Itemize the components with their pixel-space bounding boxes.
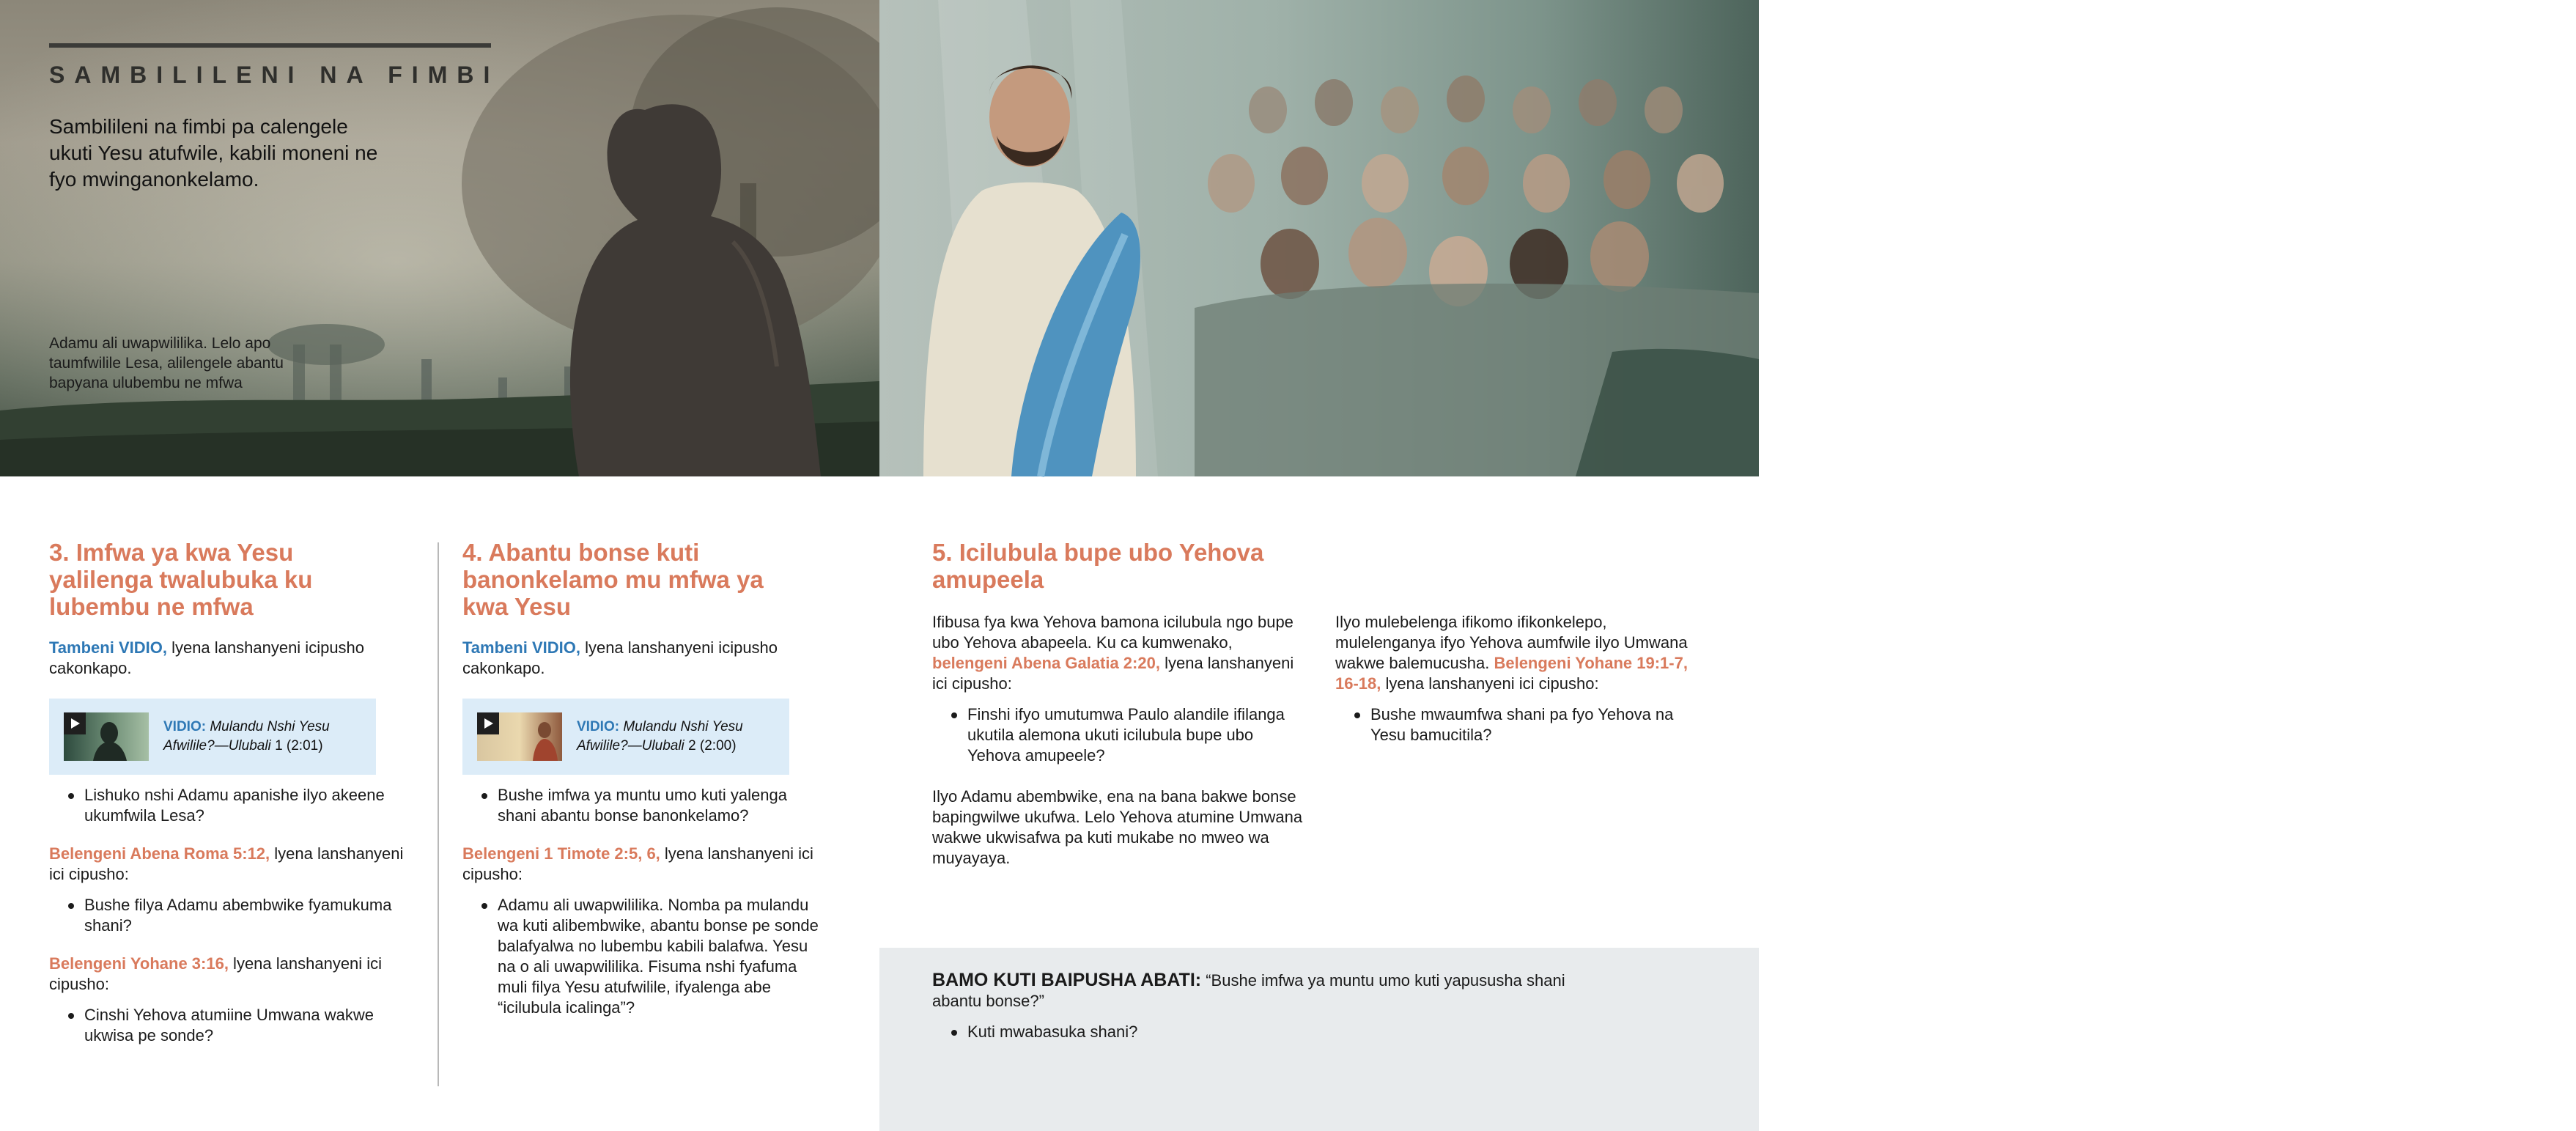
question-list [932, 1022, 1706, 1042]
section-5-right [1335, 612, 1702, 869]
video-link[interactable]: Tambeni VIDIO, [49, 638, 167, 657]
section-3-intro: Tambeni VIDIO, lyena lanshanyeni icipusho cakonkapo. [49, 638, 365, 677]
video-title[interactable]: VIDIO: Mulandu Nshi Yesu Afwilile?—Ulubali 2 (2:00) [577, 719, 743, 754]
question-list [932, 704, 1310, 766]
page-kicker: SAMBILILENI NA FIMBI [49, 62, 500, 88]
scripture-reference[interactable]: Belengeni 1 Timote 2:5, 6, [462, 844, 660, 863]
section-3 [49, 539, 416, 1046]
question-list [49, 1005, 416, 1046]
section-5-paragraph: Ilyo Adamu abembwike, ena na bana bakwe bonse bapingwilwe ukufwa. Lelo Yehova atumine Umwana wakwe ukwisafwa pa kuti mukabe no mweo wa muyayaya. [932, 787, 1303, 867]
hero-image-adam [0, 0, 879, 476]
video-link[interactable]: Tambeni VIDIO, [462, 638, 580, 657]
reading-instruction: Belengeni 1 Timote 2:5, 6, lyena lanshanyeni ici cipusho: [462, 844, 813, 883]
section-5-body [932, 612, 1731, 869]
question-item: Cinshi Yehova atumiine Umwana wakwe ukwisa pe sonde? [49, 1005, 416, 1046]
jesus-crowd-illustration [879, 0, 1759, 476]
section-4-intro: Tambeni VIDIO, lyena lanshanyeni icipusho cakonkapo. [462, 638, 778, 677]
section-5-paragraph: Ifibusa fya kwa Yehova bamona icilubula ngo bupe ubo Yehova abapeela. Ku ca kumwenako, belengeni Abena Galatia 2:20, lyena lanshanyeni ici cipusho: [932, 613, 1294, 693]
hero-image-jesus [879, 0, 2555, 476]
section-5-title: 5. Icilubula bupe ubo Yehova amupeela [932, 539, 1264, 593]
discussion-box [879, 948, 1759, 1131]
question-list [49, 785, 416, 826]
scripture-reference[interactable]: belengeni Abena Galatia 2:20, [932, 654, 1160, 672]
reading-instruction: Belengeni Abena Roma 5:12, lyena lanshanyeni ici cipusho: [49, 844, 404, 883]
question-item: Finshi ifyo umutumwa Paulo alandile ifilanga ukutila alemona ukuti icilubula bupe ubo Yehova amupeele? [932, 704, 1310, 766]
question-item: Kuti mwabasuka shani? [932, 1022, 1706, 1042]
question-list [462, 785, 829, 826]
hero-intro-text: Sambilileni na fimbi pa calengele ukuti Yesu atufwile, kabili moneni ne fyo mwinganonkelamo. [49, 115, 378, 191]
question-item: Bushe filya Adamu abembwike fyamukuma shani? [49, 895, 416, 936]
video-card-part-2[interactable] [462, 699, 789, 775]
image-caption-jesus: Yesu ali uwapwililika kabili aleumfwila Lesa. Ici cikalenga abantu bakabe abapwililika no kwisaikala umuyayaya [2349, 335, 2555, 411]
question-item: Adamu ali uwapwililika. Nomba pa mulandu wa kuti alibembwike, abantu bonse pe sonde balafyalwa no lubembu kabili balafwa. Yesu na o ali uwapwililika. Fisuma nshi fyafuma muli filya Yesu atufwilile, ifyalenga abe “icilubula icalinga”? [462, 895, 829, 1018]
question-list [1335, 704, 1702, 745]
section-4-title: 4. Abantu bonse kuti banonkelamo mu mfwa ya kwa Yesu [462, 539, 764, 620]
video-card-part-1[interactable] [49, 699, 376, 775]
video-thumbnail[interactable] [64, 712, 149, 761]
video-title[interactable]: VIDIO: Mulandu Nshi Yesu Afwilile?—Ulubali 1 (2:01) [163, 719, 330, 754]
header-rule [49, 43, 491, 48]
video-thumbnail[interactable] [477, 712, 562, 761]
section-5-paragraph: Ilyo mulebelenga ifikomo ifikonkelepo, mulelenganya ifyo Yehova aumfwile ilyo Umwana wakwe balemucusha. Belengeni Yohane 19:1-7, 16-18, lyena lanshanyeni ici cipusho: [1335, 613, 1688, 693]
question-item: Bushe mwaumfwa shani pa fyo Yehova na Yesu bamucitila? [1335, 704, 1702, 745]
image-caption-adam: Adamu ali uwapwililika. Lelo apo taumfwilile Lesa, alilengele abantu bapyana ulubembu ne mfwa [49, 335, 284, 391]
question-item: Lishuko nshi Adamu apanishe ilyo akeene ukumfwila Lesa? [49, 785, 416, 826]
reading-instruction: Belengeni Yohane 3:16, lyena lanshanyeni ici cipusho: [49, 954, 383, 993]
section-4 [462, 539, 829, 1018]
scripture-reference[interactable]: Belengeni Yohane 19:1-7, 16-18, [1335, 654, 1688, 693]
question-item: Bushe imfwa ya muntu umo kuti yalenga shani abantu bonse banonkelamo? [462, 785, 829, 826]
section-5 [932, 539, 1731, 869]
section-5-left [932, 612, 1310, 869]
question-list [462, 895, 829, 1018]
column-divider [438, 542, 439, 1086]
play-icon[interactable] [64, 712, 86, 734]
scripture-reference[interactable]: Belengeni Abena Roma 5:12, [49, 844, 270, 863]
discussion-prompt: BAMO KUTI BAIPUSHA ABATI: “Bushe imfwa ya muntu umo kuti yapususha shani abantu bonse?” [932, 970, 1565, 1010]
scripture-reference[interactable]: Belengeni Yohane 3:16, [49, 954, 229, 973]
section-3-title: 3. Imfwa ya kwa Yesu yalilenga twalubuka ku lubembu ne mfwa [49, 539, 313, 620]
question-list [49, 895, 416, 936]
play-icon[interactable] [477, 712, 499, 734]
discussion-heading: BAMO KUTI BAIPUSHA ABATI: [932, 970, 1202, 990]
